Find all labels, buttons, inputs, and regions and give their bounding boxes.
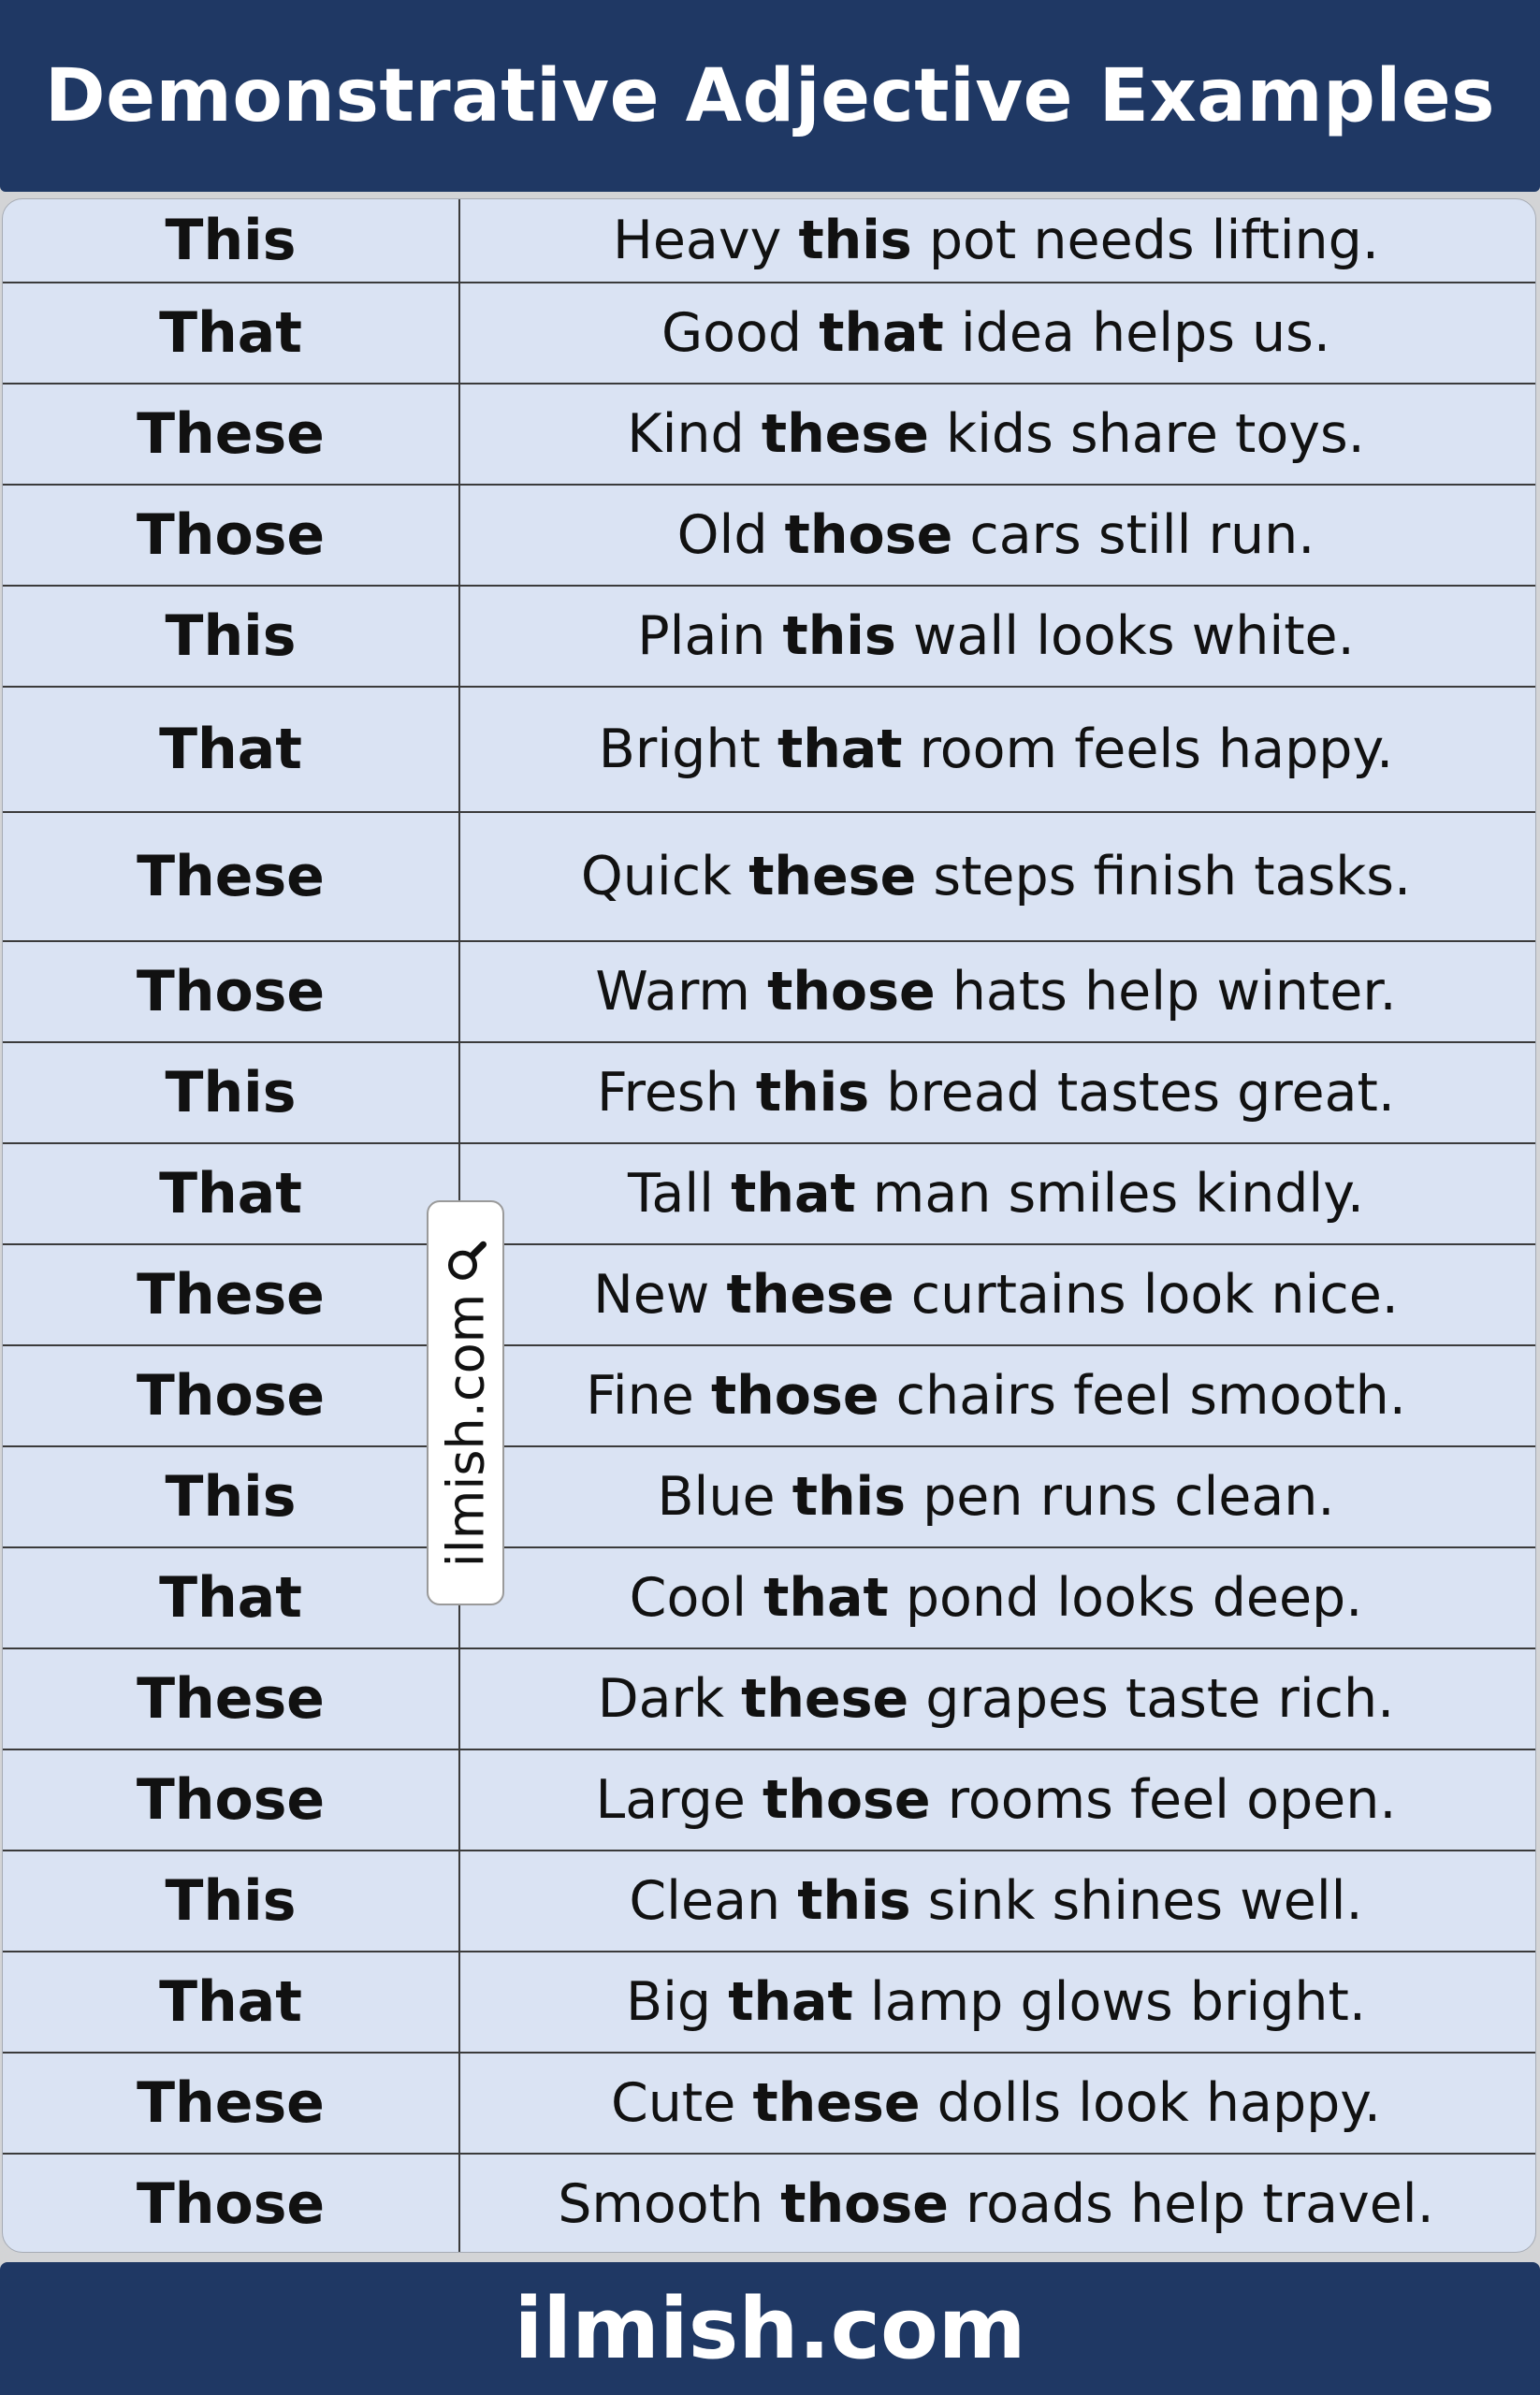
page-title: Demonstrative Adjective Examples xyxy=(44,53,1496,138)
sentence-adjective: that xyxy=(731,1163,856,1225)
example-sentence xyxy=(458,1466,1536,1528)
example-sentence xyxy=(458,1567,1536,1629)
example-sentence xyxy=(458,1264,1536,1326)
table-row xyxy=(3,811,1536,940)
table-row xyxy=(3,585,1536,686)
adjective-cell: That xyxy=(159,1969,302,2035)
sentence-start: Cool xyxy=(629,1567,764,1629)
adjective-cell: These xyxy=(137,1666,325,1732)
sentence-start: Dark xyxy=(597,1668,742,1730)
table-row xyxy=(3,1647,1536,1749)
footer-banner xyxy=(0,2262,1540,2395)
table-row xyxy=(3,2052,1536,2153)
table-row xyxy=(3,199,1536,282)
table-row xyxy=(3,1142,1536,1243)
sentence-end: lamp glows bright. xyxy=(852,1971,1367,2033)
table-row xyxy=(3,383,1536,484)
sentence-end: pen runs clean. xyxy=(906,1466,1335,1528)
sentence-end: hats help winter. xyxy=(935,961,1397,1023)
example-sentence xyxy=(458,961,1536,1023)
table-row xyxy=(3,1951,1536,2052)
sentence-adjective: those xyxy=(780,2173,949,2235)
sentence-adjective: this xyxy=(782,605,896,667)
adjective-cell: Those xyxy=(136,502,326,568)
sentence-end: pond looks deep. xyxy=(888,1567,1363,1629)
magnifier-icon xyxy=(444,1239,487,1282)
example-sentence xyxy=(458,302,1536,364)
sentence-start: Good xyxy=(661,302,820,364)
sentence-end: roads help travel. xyxy=(948,2173,1434,2235)
adjective-cell: That xyxy=(159,1161,302,1227)
table-row xyxy=(3,1546,1536,1647)
sentence-start: Fresh xyxy=(597,1062,756,1124)
table-row xyxy=(3,1041,1536,1142)
watermark-badge xyxy=(427,1200,504,1605)
sentence-adjective: this xyxy=(797,1870,911,1932)
sentence-adjective: this xyxy=(755,1062,870,1124)
sentence-end: room feels happy. xyxy=(902,718,1394,780)
sentence-adjective: this xyxy=(792,1466,906,1528)
adjective-cell: That xyxy=(159,1565,302,1631)
example-sentence xyxy=(458,846,1536,907)
sentence-adjective: these xyxy=(741,1668,909,1730)
sentence-adjective: those xyxy=(784,504,953,566)
sentence-adjective: that xyxy=(819,302,944,364)
sentence-end: grapes taste rich. xyxy=(908,1668,1395,1730)
adjective-cell: Those xyxy=(136,959,326,1024)
sentence-end: sink shines well. xyxy=(910,1870,1363,1932)
sentence-end: pot needs lifting. xyxy=(911,210,1379,271)
sentence-end: rooms feel open. xyxy=(930,1769,1397,1831)
example-sentence xyxy=(458,2072,1536,2134)
adjective-cell: This xyxy=(165,603,297,669)
sentence-end: bread tastes great. xyxy=(869,1062,1395,1124)
sentence-start: Plain xyxy=(637,605,783,667)
example-sentence xyxy=(458,1365,1536,1427)
sentence-start: Fine xyxy=(586,1365,711,1427)
sentence-start: Heavy xyxy=(612,210,799,271)
adjective-cell: Those xyxy=(136,1363,326,1429)
sentence-start: Cute xyxy=(610,2072,753,2134)
sentence-end: chairs feel smooth. xyxy=(879,1365,1406,1427)
table-row xyxy=(3,686,1536,811)
title-banner xyxy=(0,0,1540,192)
table-row xyxy=(3,2153,1536,2253)
sentence-adjective: that xyxy=(777,718,903,780)
sentence-adjective: those xyxy=(767,961,936,1023)
sentence-start: Quick xyxy=(580,846,749,907)
examples-table xyxy=(2,198,1536,2253)
sentence-end: dolls look happy. xyxy=(920,2072,1382,2134)
sentence-adjective: this xyxy=(798,210,912,271)
sentence-end: idea helps us. xyxy=(943,302,1330,364)
sentence-adjective: these xyxy=(761,403,929,465)
example-sentence xyxy=(458,403,1536,465)
example-sentence xyxy=(458,1769,1536,1831)
table-row xyxy=(3,1850,1536,1951)
sentence-adjective: that xyxy=(728,1971,853,2033)
adjective-cell: This xyxy=(165,1868,297,1934)
sentence-adjective: these xyxy=(748,846,917,907)
sentence-start: Bright xyxy=(598,718,777,780)
table-row xyxy=(3,1243,1536,1344)
table-row xyxy=(3,282,1536,383)
watermark-text: ilmish.com xyxy=(436,1293,495,1567)
table-row xyxy=(3,1344,1536,1445)
example-sentence xyxy=(458,1971,1536,2033)
sentence-adjective: these xyxy=(726,1264,894,1326)
sentence-adjective: those xyxy=(710,1365,879,1427)
sentence-start: Large xyxy=(595,1769,763,1831)
sentence-start: Old xyxy=(676,504,785,566)
sentence-end: man smiles kindly. xyxy=(855,1163,1364,1225)
sentence-start: Kind xyxy=(627,403,762,465)
sentence-end: cars still run. xyxy=(952,504,1315,566)
sentence-end: curtains look nice. xyxy=(893,1264,1399,1326)
example-sentence xyxy=(458,718,1536,780)
adjective-cell: This xyxy=(165,1060,297,1125)
adjective-cell: Those xyxy=(136,1767,326,1833)
adjective-cell: That xyxy=(159,717,302,782)
table-row xyxy=(3,940,1536,1041)
adjective-cell: This xyxy=(165,208,297,273)
sentence-end: steps finish tasks. xyxy=(916,846,1412,907)
example-sentence xyxy=(458,1668,1536,1730)
sentence-adjective: these xyxy=(752,2072,921,2134)
adjective-cell: These xyxy=(137,844,325,909)
example-sentence xyxy=(458,2173,1536,2235)
adjective-cell: Those xyxy=(136,2171,326,2237)
adjective-cell: These xyxy=(137,2070,325,2136)
example-sentence xyxy=(458,1870,1536,1932)
example-sentence xyxy=(458,504,1536,566)
sentence-end: wall looks white. xyxy=(895,605,1355,667)
sentence-adjective: that xyxy=(763,1567,889,1629)
sentence-start: Big xyxy=(625,1971,729,2033)
table-row xyxy=(3,484,1536,585)
sentence-end: kids share toys. xyxy=(928,403,1365,465)
table-row xyxy=(3,1749,1536,1850)
table-row xyxy=(3,1445,1536,1546)
sentence-start: Smooth xyxy=(558,2173,781,2235)
example-sentence xyxy=(458,1163,1536,1225)
sentence-start: New xyxy=(593,1264,727,1326)
sentence-adjective: those xyxy=(763,1769,931,1831)
sentence-start: Tall xyxy=(628,1163,732,1225)
example-sentence xyxy=(458,605,1536,667)
adjective-cell: These xyxy=(137,1262,325,1328)
sentence-start: Clean xyxy=(629,1870,798,1932)
sentence-start: Blue xyxy=(657,1466,792,1528)
adjective-cell: This xyxy=(165,1464,297,1530)
sentence-start: Warm xyxy=(595,961,768,1023)
adjective-cell: These xyxy=(137,401,325,467)
footer-site-name: ilmish.com xyxy=(514,2279,1026,2378)
example-sentence xyxy=(458,1062,1536,1124)
example-sentence xyxy=(458,210,1536,271)
adjective-cell: That xyxy=(159,300,302,366)
